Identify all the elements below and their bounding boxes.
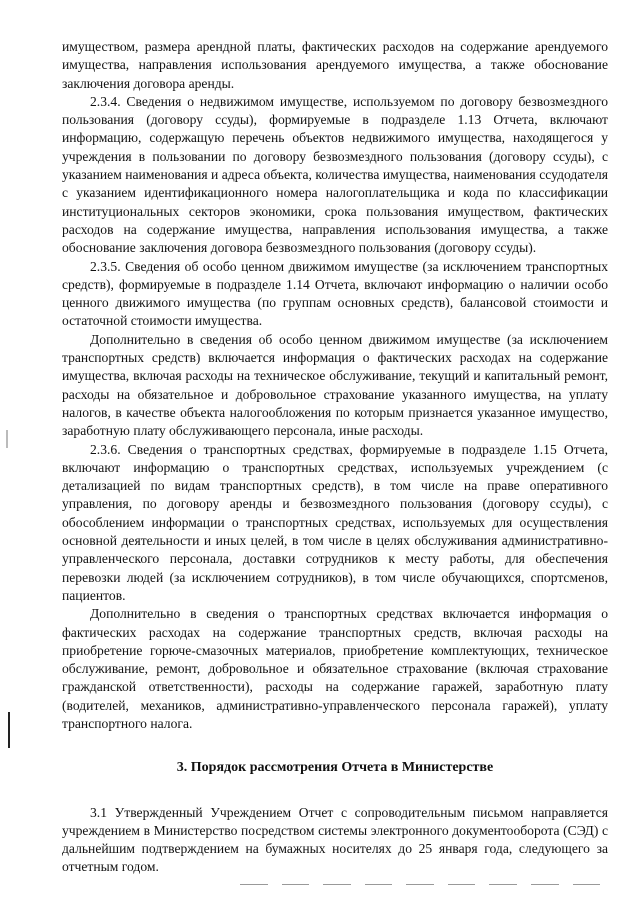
paragraph-2-3-5-additional: Дополнительно в сведения об особо ценном движимом имуществе (за исключением транспортных средств) включается информация о фактических расходах на содержание имущества, включая расходы на техническое обслуживание, текущий и капитальный ремонт, расходы на обязательное и добровольное страхование указанного имущества, на уплату налогов, в качестве объекта налогообложения по которым признается указанное имущество, заработную плату обслуживающего персонала, иные расходы. <box>62 331 608 439</box>
paragraph-2-3-5: 2.3.5. Сведения об особо ценном движимом имуществе (за исключением транспортных средств), формируемые в подразделе 1.14 Отчета, включают информацию о наличии особо ценного движимого имущества (по группам основных средств), балансовой стоимости и остаточной стоимости имущества. <box>62 258 608 329</box>
paragraph-2-3-4: 2.3.4. Сведения о недвижимом имуществе, используемом по договору безвозмездного пользования (договору ссуды), формируемые в подразделе 1.13 Отчета, включают информацию, содержащую перечень объектов недвижимого имущества, находящегося у учреждения в пользовании по договору безвозмездного пользования (договору ссуды), с указанием наименования и адреса объекта, количества имущества, наименования ссудодателя с указанием идентификационного номера налогоплательщика и кода по классификации институциональных секторов экономики, срока пользования имуществом, фактических расходов на содержание имущества, направления использования имущества, а также обоснование заключения договора безвозмездного пользования (договору ссуды). <box>62 93 608 256</box>
paragraph-2-3-6-additional: Дополнительно в сведения о транспортных средствах включается информация о фактических расходах на содержание транспортных средств, включая расходы на приобретение горюче-смазочных материалов, приобретение комплектующих, техническое обслуживание, ремонт, добровольное и обязательное страхование (включая страхование гражданской ответственности), расходы на содержание гаражей, заработную плату (водителей, механиков, административно-управленческого персонала гаражей), уплату транспортного налога. <box>62 606 608 731</box>
scan-artifact-left <box>8 712 10 748</box>
document-page <box>62 38 608 877</box>
scan-artifact-left-small <box>6 430 8 448</box>
page-bottom-dashes <box>240 884 600 886</box>
paragraph-3-1: 3.1 Утвержденный Учреждением Отчет с сопроводительным письмом направляется учреждением в Министерство посредством системы электронного документооборота (СЭД) с дальнейшим подтверждением на бумажных носителях до 25 января года, следующего за отчетным годом. <box>62 804 608 875</box>
paragraph-continuation: имуществом, размера арендной платы, фактических расходов на содержание арендуемого имущества, направления использования арендуемого имущества, а также обоснование заключения договора аренды. <box>62 39 608 91</box>
paragraph-2-3-6: 2.3.6. Сведения о транспортных средствах, формируемые в подразделе 1.15 Отчета, включают информацию о транспортных средствах, используемых учреждением (с детализацией по видам транспортных средств), в том числе на праве оперативного управления, по договору аренды и безвозмездного пользования (договору ссуды), с обособлением информации о транспортных средствах, используемых для осуществления основной деятельности и иных целей, в том числе в целях обслуживания административно-управленческого персонала, доставки сотрудников к месту работы, для обеспечения перевозки людей (за исключением сотрудников), в том числе обучающихся, спортсменов, пациентов. <box>62 441 608 603</box>
section-3-heading: 3. Порядок рассмотрения Отчета в Министерстве <box>176 760 494 776</box>
